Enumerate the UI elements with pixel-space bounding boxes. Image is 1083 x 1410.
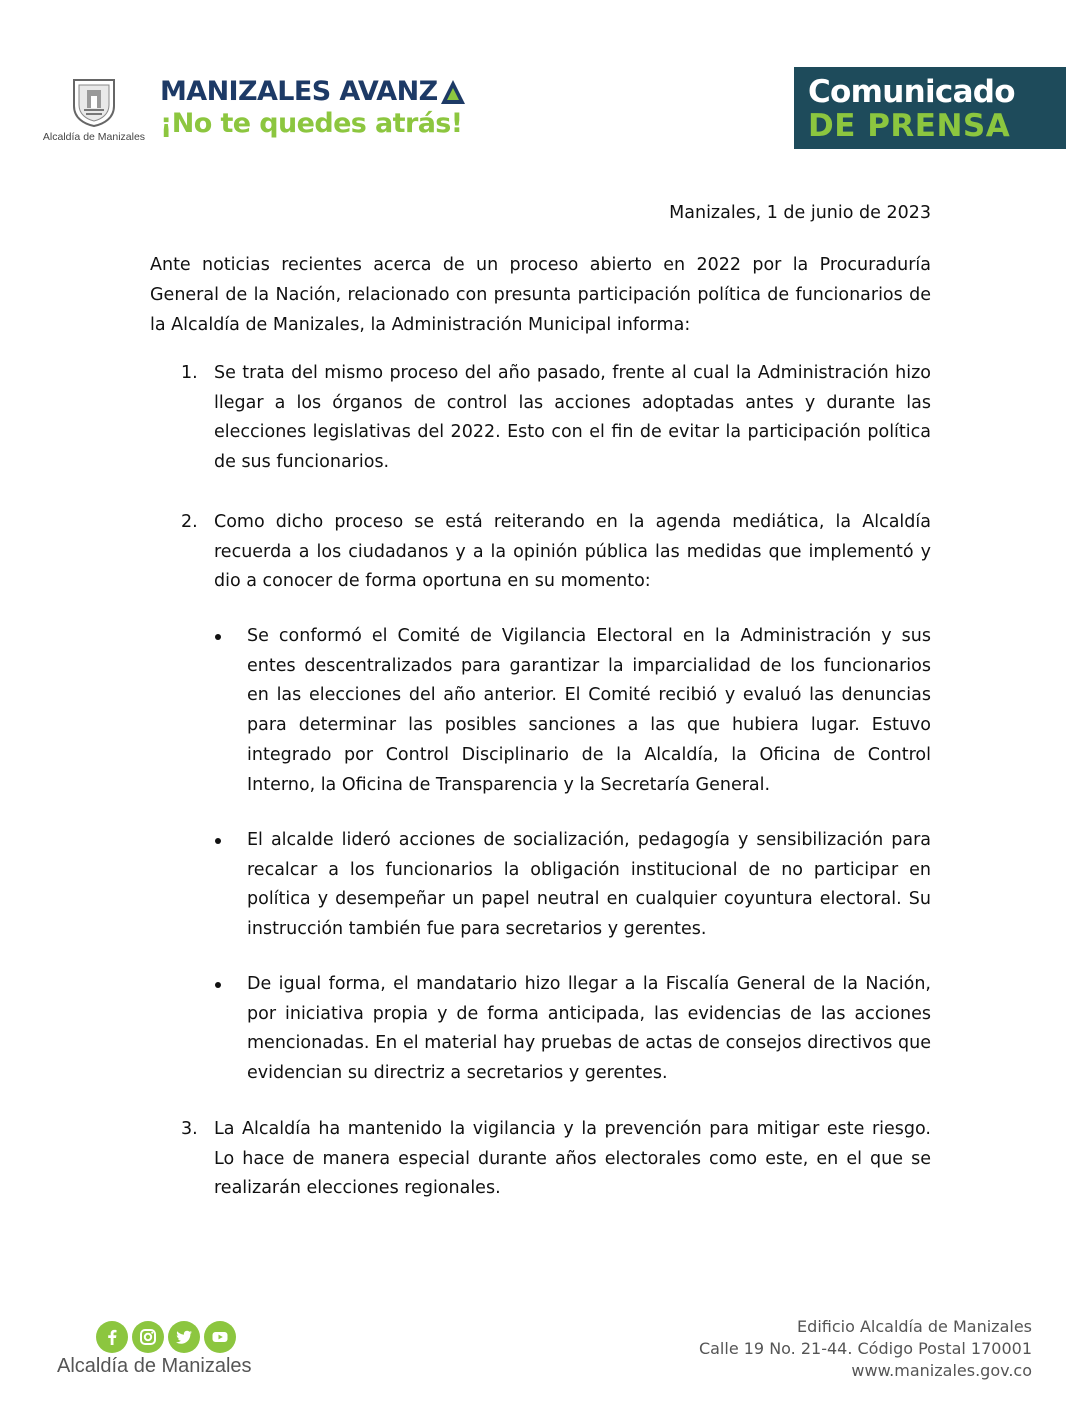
- address-street: Calle 19 No. 21-44. Código Postal 170001: [698, 1339, 1032, 1358]
- bullet-icon: [215, 634, 221, 640]
- bullet-item: [213, 826, 931, 945]
- press-badge-line1: Comunicado: [808, 74, 1015, 110]
- list-item: [181, 359, 931, 478]
- social-icons: [96, 1321, 236, 1353]
- press-badge-line2: DE PRENSA: [808, 108, 1011, 144]
- list-item-text: Como dicho proceso se está reiterando en la agenda mediática, la Alcaldía recuerda a los ciudadanos y a la opinión pública las medidas que implementó y dio a conocer de forma oportuna en su momento:: [214, 512, 931, 592]
- twitter-icon[interactable]: [168, 1321, 200, 1353]
- list-item-text: Se trata del mismo proceso del año pasado, frente al cual la Administración hizo llegar a los órganos de control las acciones adoptadas antes y durante las elecciones legislativas del 2022. Esto con el fin de evitar la participación política de sus funcionarios.: [214, 363, 931, 473]
- list-number: 2.: [181, 512, 198, 532]
- bullet-text: De igual forma, el mandatario hizo llegar a la Fiscalía General de la Nación, por iniciativa propia y de forma anticipada, las evidencias de las acciones mencionadas. En el material hay pruebas de actas de consejos directivos que evidencian su directriz a secretarios y gerentes.: [247, 974, 931, 1084]
- slogan: [160, 76, 466, 140]
- alcaldia-logo: [38, 76, 150, 143]
- website-link[interactable]: www.manizales.gov.co: [851, 1361, 1032, 1380]
- crest-icon: [70, 76, 118, 128]
- bullet-icon: [215, 838, 221, 844]
- bullet-text: Se conformó el Comité de Vigilancia Electoral en la Administración y sus entes descentralizados para garantizar la imparcialidad de los funcionarios en las elecciones del año anterior. El Comité recibió y evaluó las denuncias para determinar las posibles sanciones a las que hubiera lugar. Estuvo integrado por Control Disciplinario de la Alcaldía, la Oficina de Control Interno, la Oficina de Transparencia y la Secretaría General.: [247, 626, 931, 795]
- press-release-badge: [794, 67, 1066, 149]
- youtube-icon[interactable]: [204, 1321, 236, 1353]
- bullet-text: El alcalde lideró acciones de socialización, pedagogía y sensibilización para recalcar a los funcionarios la obligación institucional de no participar en política y desempeñar un papel neutral en cualquier coyuntura electoral. Su instrucción también fue para secretarios y gerentes.: [247, 830, 931, 940]
- list-number: 1.: [181, 363, 198, 383]
- bullet-item: [213, 970, 931, 1089]
- intro-paragraph: Ante noticias recientes acerca de un proceso abierto en 2022 por la Procuraduría General de la Nación, relacionado con presunta participación política de funcionarios de la Alcaldía de Manizales, la Administración Municipal informa:: [150, 255, 931, 335]
- bullet-icon: [215, 982, 221, 988]
- document-date: Manizales, 1 de junio de 2023: [669, 203, 931, 223]
- list-item: [181, 508, 931, 597]
- arrow-up-icon: [440, 79, 466, 105]
- list-item-text: La Alcaldía ha mantenido la vigilancia y la prevención para mitigar este riesgo. Lo hace de manera especial durante años electorales como este, en el que se realizarán elecciones regionales.: [214, 1119, 931, 1199]
- bullet-item: [213, 622, 931, 800]
- facebook-icon[interactable]: [96, 1321, 128, 1353]
- instagram-icon[interactable]: [132, 1321, 164, 1353]
- address-building: Edificio Alcaldía de Manizales: [797, 1317, 1032, 1336]
- crest-caption: Alcaldía de Manizales: [42, 131, 146, 143]
- list-number: 3.: [181, 1119, 198, 1139]
- slogan-title: MANIZALES AVANZ: [160, 76, 438, 107]
- list-item: [181, 1115, 931, 1204]
- footer-brand: Alcaldía de Manizales: [57, 1355, 252, 1377]
- slogan-subtitle: ¡No te quedes atrás!: [160, 108, 463, 139]
- footer-address: [699, 1316, 1032, 1382]
